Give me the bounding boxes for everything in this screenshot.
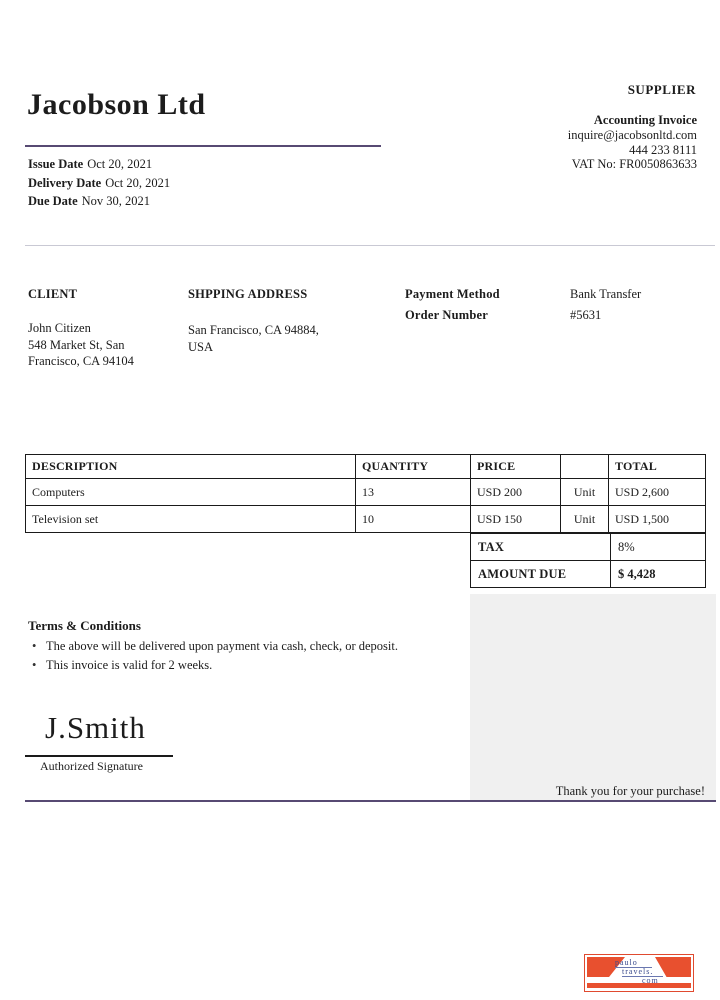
payment-method-label: Payment Method <box>405 287 500 301</box>
issue-date-label: Issue Date <box>28 157 84 171</box>
cell-description: Computers <box>26 479 356 506</box>
cell-quantity: 13 <box>356 479 471 506</box>
client-name: John Citizen <box>28 321 91 335</box>
order-number-label: Order Number <box>405 308 489 322</box>
cell-quantity: 10 <box>356 506 471 533</box>
header-description: DESCRIPTION <box>26 455 356 479</box>
thank-you-note: Thank you for your purchase! <box>555 784 705 798</box>
bullet-icon: • <box>32 639 37 653</box>
delivery-date-value: Oct 20, 2021 <box>105 175 171 190</box>
client-address <box>28 320 134 370</box>
cell-total: USD 1,500 <box>609 506 706 533</box>
invoice-type: Accounting Invoice <box>593 113 697 127</box>
terms-list <box>32 637 398 675</box>
summary-table <box>470 533 706 588</box>
header-total: TOTAL <box>609 455 706 479</box>
amount-due-row <box>471 561 706 588</box>
items-table-header-row <box>26 455 706 479</box>
client-heading: CLIENT <box>28 287 78 301</box>
signature-label: Authorized Signature <box>40 759 143 773</box>
delivery-date-row <box>28 174 170 193</box>
payment-method-value: Bank Transfer <box>570 287 642 301</box>
summary-background-panel <box>470 594 716 801</box>
company-name: Jacobson Ltd <box>27 88 206 121</box>
shipping-address-line2: USA <box>188 339 214 354</box>
footer-divider-line <box>25 800 716 802</box>
term-text: This invoice is valid for 2 weeks. <box>46 658 213 672</box>
list-item <box>32 637 398 656</box>
shipping-address <box>188 322 319 355</box>
header-price: PRICE <box>471 455 561 479</box>
tax-row <box>471 534 706 561</box>
items-table <box>25 454 706 533</box>
header-divider-line <box>25 145 381 147</box>
supplier-phone: 444 233 8111 <box>629 142 697 157</box>
tax-label: TAX <box>471 534 611 561</box>
table-row <box>26 479 706 506</box>
bullet-icon: • <box>32 658 37 672</box>
signature-name: J.Smith <box>45 710 146 745</box>
amount-due-label: AMOUNT DUE <box>471 561 611 588</box>
shipping-heading: SHPPING ADDRESS <box>188 287 308 301</box>
logo-text-line3: com <box>642 976 659 985</box>
terms-heading: Terms & Conditions <box>28 618 141 633</box>
cell-price: USD 150 <box>471 506 561 533</box>
issue-date-value: Oct 20, 2021 <box>87 157 153 171</box>
supplier-contact-block <box>568 113 697 172</box>
supplier-vat: VAT No: FR0050863633 <box>571 157 697 172</box>
cell-unit: Unit <box>561 479 609 506</box>
paulo-travels-logo <box>584 954 694 992</box>
list-item <box>32 656 398 675</box>
logo-bottom-bar <box>587 983 691 988</box>
supplier-email: inquire@jacobsonltd.com <box>567 127 697 142</box>
shipping-address-line1: San Francisco, CA 94884, <box>188 323 319 337</box>
supplier-label: SUPPLIER <box>627 82 696 97</box>
issue-date-row <box>28 155 170 174</box>
delivery-date-label: Delivery Date <box>28 175 102 190</box>
header-unit <box>561 455 609 479</box>
cell-unit: Unit <box>561 506 609 533</box>
header-quantity: QUANTITY <box>356 455 471 479</box>
signature-line <box>25 755 173 757</box>
cell-total: USD 2,600 <box>609 479 706 506</box>
amount-due-value: $ 4,428 <box>611 561 706 588</box>
order-number-value: #5631 <box>570 308 602 322</box>
logo-text-line2: travels. <box>622 968 663 977</box>
client-address-line1: 548 Market St, San <box>28 337 125 352</box>
cell-price: USD 200 <box>471 479 561 506</box>
tax-value: 8% <box>611 534 706 561</box>
dates-block <box>28 155 170 211</box>
client-address-line2: Francisco, CA 94104 <box>28 354 134 369</box>
section-divider-line <box>25 245 715 246</box>
due-date-value: Nov 30, 2021 <box>81 194 151 209</box>
due-date-row <box>28 192 170 211</box>
term-text: The above will be delivered upon payment via cash, check, or deposit. <box>46 639 398 653</box>
logo-text-line1: paulo <box>615 959 652 968</box>
due-date-label: Due Date <box>28 194 78 209</box>
cell-description: Television set <box>26 506 356 533</box>
table-row <box>26 506 706 533</box>
